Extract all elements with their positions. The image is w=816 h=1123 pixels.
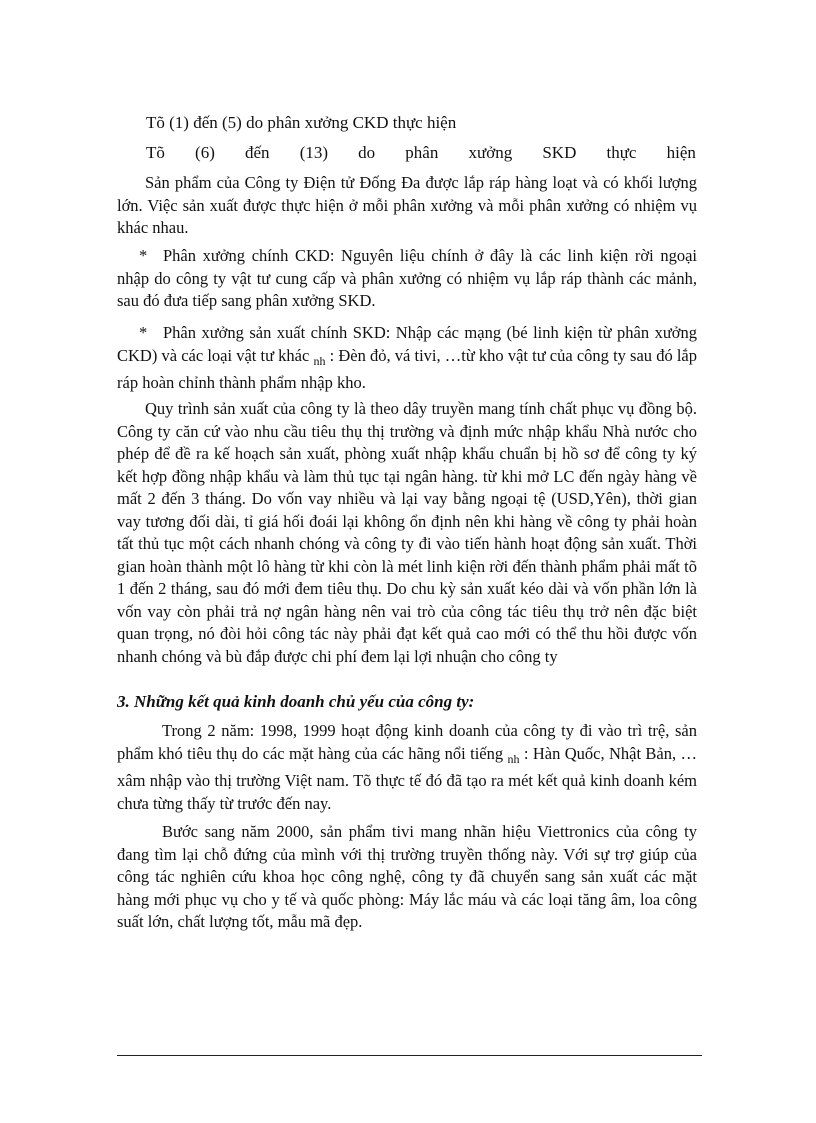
paragraph-process: Quy trình sản xuất của công ty là theo dây truyền mang tính chất phục vụ đồng bộ. Công ty căn cứ vào nhu cầu tiêu thụ thị trường và định mức nhập khẩu Nhà nước cho phép để đề ra kế hoạch sản xuất, phòng xuất nhập khẩu chuẩn bị hồ sơ để công ty ký kết hợp đồng nhập khẩu và làm thủ tục tại ngân hàng. từ khi mở LC đến ngày hàng về mất 2 đến 3 tháng. Do vốn vay nhiều và lại vay bằng ngoại tệ (USD,Yên), thời gian vay tương đối dài, tỉ giá hối đoái lại không ổn định nên khi hàng về công ty phải hoàn tất thủ tục một cách nhanh chóng và công ty đi vào tiến hành hoạt động sản xuất. Thời gian hoàn thành một lô hàng từ khi còn là mét linh kiện rời đến thành phẩm phải mất tõ 1 đến 2 tháng, sau đó mới đem tiêu thụ. Do chu kỳ sản xuất kéo dài và vốn phần lớn là vốn vay còn phải trả nợ ngân hàng nên vai trò của công tác tiêu thụ trở nên đặc biệt quan trọng, nó đòi hỏi công tác này phải đạt kết quả cao mới có thể thu hồi được vốn nhanh chóng và bù đắp được chi phí đem lại lợi nhuận cho công ty (117, 399, 697, 666)
paragraph-2000: Bước sang năm 2000, sản phẩm tivi mang nhãn hiệu Viettronics của công ty đang tìm lại chỗ đứng của mình với thị trường truyền thống này. Với sự trợ giúp của công tác nghiên cứu khoa học công nghệ, công ty đã chuyển sang sản xuất các mặt hàng mới phục vụ cho y tế và quốc phòng: Máy lắc máu và các loại tăng âm, loa công suất lớn, chất lượng tốt, mẫu mã đẹp. (117, 822, 697, 931)
subscript: nh (313, 353, 326, 368)
word: đến (245, 143, 270, 162)
word: thực (606, 143, 637, 162)
word: (13) (299, 143, 329, 162)
bullet-skd (117, 322, 697, 395)
line-skd (146, 143, 696, 163)
word: do (358, 143, 376, 162)
section-heading: 3. Những kết quả kinh doanh chủ yếu của công ty: (117, 692, 475, 711)
word: hiện (666, 143, 696, 162)
paragraph-products: Sản phẩm của Công ty Điện tử Đống Đa được lắp ráp hàng loạt và có khối lượng lớn. Việc sản xuất được thực hiện ở mỗi phân xưởng và mỗi phân xưởng có nhiệm vụ khác nhau. (117, 173, 697, 237)
paragraph-results (117, 720, 697, 815)
paragraph-results-b: : Hàn Quốc, Nhật Bản, … xâm nhập vào thị trường Việt nam. Tõ thực tế đó đã tạo ra mét kết quả kinh doanh kém chưa từng thấy từ trước đến nay. (117, 743, 697, 813)
word: (6) (195, 143, 215, 162)
bullet-skd-text-a: Phân xưởng sản xuất chính SKD: Nhập các mạng (bé linh kiện từ phân xưởng CKD) và các loại vật tư khác (117, 323, 697, 365)
bullet-ckd-text: Phân xưởng chính CKD: Nguyên liệu chính ở đây là các linh kiện rời ngoại nhập do công ty vật tư cung cấp và phân xưởng có nhiệm vụ lắp ráp thành các mảnh, sau đó đưa tiếp sang phân xưởng SKD. (117, 246, 697, 310)
word: phân (405, 143, 439, 162)
bullet-skd-text-b: : Đèn đỏ, vá tivi, …từ kho vật tư của công ty sau đó lắp ráp hoàn chỉnh thành phẩm nhập kho. (117, 345, 697, 392)
bullet-ckd (117, 245, 697, 313)
subscript: nh (507, 751, 520, 766)
word: Tõ (146, 143, 165, 162)
paragraph-results-a: Trong 2 năm: 1998, 1999 hoạt động kinh doanh của công ty đi vào trì trệ, sản phẩm khó tiêu thụ do các mặt hàng của các hãng nổi tiếng (117, 721, 697, 763)
bullet-star-icon: * (139, 323, 148, 342)
bullet-star-icon: * (139, 246, 148, 265)
line-ckd: Tõ (1) đến (5) do phân xưởng CKD thực hiện (146, 113, 457, 132)
footer-rule (117, 1055, 702, 1056)
word: SKD (542, 143, 577, 162)
word: xưởng (468, 143, 513, 162)
